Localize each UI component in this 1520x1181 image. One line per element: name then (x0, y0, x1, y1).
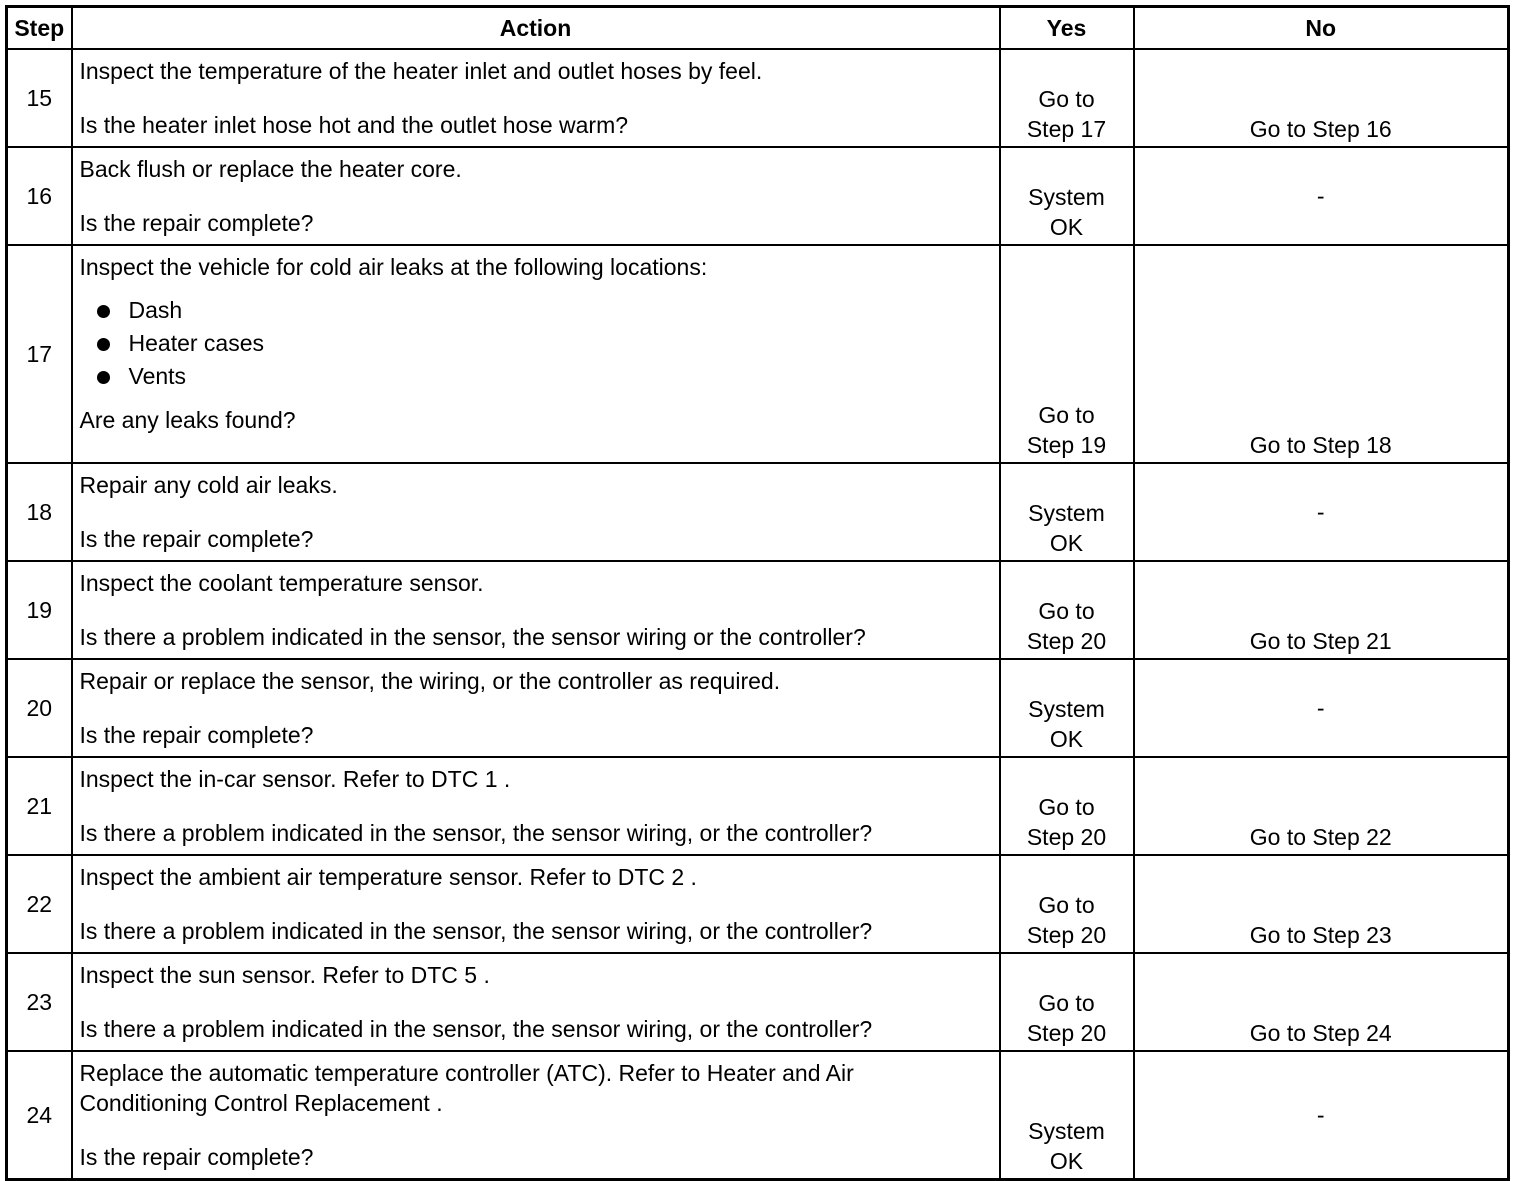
header-row (7, 7, 1509, 50)
step-number: 23 (7, 953, 72, 1051)
yes-line-1: System (1028, 500, 1105, 526)
yes-line-1: Go to (1038, 794, 1095, 820)
action-cell (72, 659, 1000, 757)
yes-cell (1000, 147, 1134, 245)
action-cell (72, 855, 1000, 953)
instruction-text: Repair or replace the sensor, the wiring, or the controller as required. (79, 668, 781, 694)
list-item: Heater cases (80, 327, 999, 360)
question-text: Is there a problem indicated in the sensor, the sensor wiring or the controller? (79, 624, 866, 650)
question-text: Is the heater inlet hose hot and the outlet hose warm? (79, 112, 629, 138)
no-cell: - (1134, 659, 1509, 757)
yes-line-2: Step 17 (1026, 116, 1107, 142)
table-row (7, 245, 1509, 463)
step-number: 19 (7, 561, 72, 659)
instruction-text: Repair any cold air leaks. (79, 472, 338, 498)
action-cell (72, 953, 1000, 1051)
step-number: 16 (7, 147, 72, 245)
yes-line-1: Go to (1038, 86, 1095, 112)
question-text: Is there a problem indicated in the sensor, the sensor wiring, or the controller? (79, 918, 873, 944)
instruction-text: Inspect the sun sensor. Refer to DTC 5 . (79, 962, 490, 988)
instruction-text: Inspect the ambient air temperature sensor. Refer to DTC 2 . (79, 864, 697, 890)
step-number: 21 (7, 757, 72, 855)
yes-line-2: OK (1049, 214, 1084, 240)
no-cell: Go to Step 22 (1134, 757, 1509, 855)
yes-cell (1000, 855, 1134, 953)
step-number: 18 (7, 463, 72, 561)
yes-line-2: Step 20 (1026, 824, 1107, 850)
yes-line-1: Go to (1038, 598, 1095, 624)
question-text: Is there a problem indicated in the sensor, the sensor wiring, or the controller? (79, 820, 873, 846)
action-cell (72, 463, 1000, 561)
step-number: 15 (7, 49, 72, 147)
bullet-icon (97, 371, 110, 384)
table-row (7, 561, 1509, 659)
no-cell: Go to Step 23 (1134, 855, 1509, 953)
list-item: Dash (80, 294, 999, 327)
step-number: 17 (7, 245, 72, 463)
yes-line-2: Step 20 (1026, 628, 1107, 654)
yes-line-1: Go to (1038, 990, 1095, 1016)
table-row (7, 659, 1509, 757)
yes-line-2: OK (1049, 726, 1084, 752)
question-text: Are any leaks found? (79, 407, 296, 433)
location-list (80, 294, 999, 393)
yes-cell (1000, 757, 1134, 855)
no-cell: Go to Step 18 (1134, 245, 1509, 463)
table-row (7, 463, 1509, 561)
yes-cell (1000, 49, 1134, 147)
action-cell (72, 757, 1000, 855)
no-cell: Go to Step 24 (1134, 953, 1509, 1051)
yes-cell (1000, 561, 1134, 659)
table-row (7, 953, 1509, 1051)
bullet-icon (97, 338, 110, 351)
header-step: Step (7, 7, 72, 50)
no-cell: - (1134, 463, 1509, 561)
instruction-text: Replace the automatic temperature controller (ATC). Refer to Heater and Air Conditioning Control Replacement . (79, 1060, 854, 1116)
instruction-text: Inspect the temperature of the heater inlet and outlet hoses by feel. (79, 58, 763, 84)
yes-line-1: Go to (1038, 892, 1095, 918)
no-cell: Go to Step 16 (1134, 49, 1509, 147)
no-cell: Go to Step 21 (1134, 561, 1509, 659)
header-no: No (1134, 7, 1509, 50)
yes-line-2: OK (1049, 1148, 1084, 1174)
yes-cell (1000, 1051, 1134, 1180)
action-cell (72, 561, 1000, 659)
table-row (7, 147, 1509, 245)
instruction-text: Inspect the in-car sensor. Refer to DTC 1 . (79, 766, 511, 792)
question-text: Is the repair complete? (79, 722, 314, 748)
instruction-text: Back flush or replace the heater core. (79, 156, 462, 182)
diagnostic-table (5, 5, 1510, 1181)
action-cell (72, 49, 1000, 147)
header-yes: Yes (1000, 7, 1134, 50)
list-item: Vents (80, 360, 999, 393)
yes-line-1: Go to (1038, 402, 1095, 428)
yes-line-2: OK (1049, 530, 1084, 556)
table-row (7, 855, 1509, 953)
question-text: Is the repair complete? (79, 210, 314, 236)
yes-cell (1000, 245, 1134, 463)
yes-line-1: System (1028, 1118, 1105, 1144)
table-row (7, 49, 1509, 147)
yes-line-1: System (1028, 696, 1105, 722)
action-cell (72, 245, 1000, 463)
yes-line-2: Step 20 (1026, 1020, 1107, 1046)
yes-line-2: Step 19 (1026, 432, 1107, 458)
no-cell: - (1134, 147, 1509, 245)
no-cell: - (1134, 1051, 1509, 1180)
question-text: Is the repair complete? (79, 1144, 314, 1170)
yes-cell (1000, 659, 1134, 757)
instruction-text: Inspect the coolant temperature sensor. (79, 570, 484, 596)
action-cell (72, 147, 1000, 245)
step-number: 24 (7, 1051, 72, 1180)
yes-cell (1000, 463, 1134, 561)
action-cell (72, 1051, 1000, 1180)
instruction-text: Inspect the vehicle for cold air leaks at the following locations: (79, 254, 708, 280)
table-row (7, 757, 1509, 855)
step-number: 20 (7, 659, 72, 757)
yes-line-1: System (1028, 184, 1105, 210)
table-row (7, 1051, 1509, 1180)
header-action: Action (72, 7, 1000, 50)
yes-line-2: Step 20 (1026, 922, 1107, 948)
bullet-icon (97, 305, 110, 318)
yes-cell (1000, 953, 1134, 1051)
question-text: Is there a problem indicated in the sensor, the sensor wiring, or the controller? (79, 1016, 873, 1042)
step-number: 22 (7, 855, 72, 953)
question-text: Is the repair complete? (79, 526, 314, 552)
